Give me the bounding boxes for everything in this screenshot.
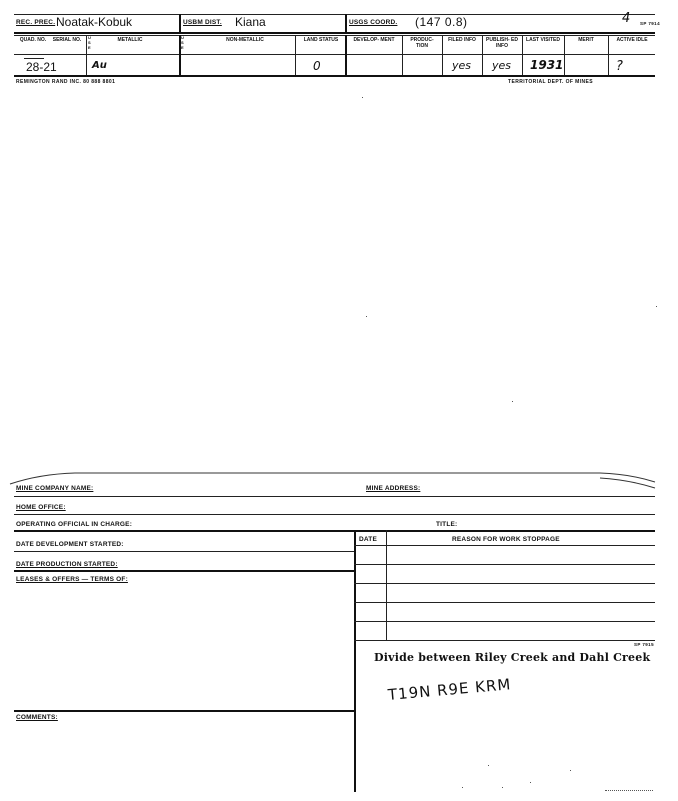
col-use-metallic-header: U S E — [88, 35, 91, 50]
rec-prec-value: Noatak-Kobuk — [56, 15, 133, 29]
published-info-value: yes — [492, 59, 512, 72]
home-office-label: HOME OFFICE: — [16, 504, 66, 511]
printer-note: REMINGTON RAND INC. 80 888 8801 — [16, 79, 116, 85]
usgs-coord-label: USGS COORD. — [349, 19, 398, 26]
col-serial-header: SERIAL NO. — [52, 37, 82, 43]
col-metallic-header: METALLIC — [117, 37, 143, 43]
col-production-header: PRODUC- TION — [410, 37, 434, 49]
usbm-dist-value: Kiana — [235, 15, 266, 29]
title-label: TITLE: — [436, 521, 458, 528]
metallic-value: Au — [92, 60, 107, 71]
rec-prec-label: REC. PREC. — [16, 19, 56, 26]
land-status-value: 0 — [313, 59, 321, 73]
card-top-edge — [0, 470, 678, 490]
col-quad-header: QUAD. NO. — [19, 37, 47, 43]
handwritten-location: T19N R9E KRM — [387, 675, 512, 704]
date-col-label: DATE — [359, 536, 378, 543]
col-land-status-header: LAND STATUS — [303, 37, 339, 43]
right-section-divider — [354, 530, 356, 792]
col-active-idle-header: ACTIVE IDLE — [616, 37, 648, 43]
top-form-number: SP 7914 — [640, 21, 660, 26]
leases-label: LEASES & OFFERS — TERMS OF: — [16, 576, 128, 583]
col-use-nonmetallic-header: U S E — [181, 35, 184, 50]
quad-serial-value: 28-21 — [26, 60, 57, 74]
operating-official-label: OPERATING OFFICIAL IN CHARGE: — [16, 521, 133, 528]
mine-address-label: MINE ADDRESS: — [366, 485, 421, 492]
date-production-label: DATE PRODUCTION STARTED: — [16, 561, 118, 568]
filed-info-value: yes — [452, 59, 472, 72]
col-development-header: DEVELOP- MENT — [353, 37, 395, 43]
usgs-coord-value: (147 0.8) — [415, 15, 468, 29]
col-filed-info-header: FILED INFO — [448, 37, 476, 43]
bottom-form-number: SP 7915 — [634, 642, 654, 647]
col-last-visited-header: LAST VISITED — [526, 37, 560, 43]
typed-location: Divide between Riley Creek and Dahl Creek — [374, 651, 651, 664]
date-development-label: DATE DEVELOPMENT STARTED: — [16, 541, 124, 548]
usbm-dist-label: USBM DIST. — [183, 19, 222, 26]
col-merit-header: MERIT — [578, 37, 594, 43]
col-published-info-header: PUBLISH- ED INFO — [486, 37, 518, 49]
last-visited-value: 1931 — [530, 58, 564, 72]
corner-mark: 4 — [622, 11, 631, 26]
reason-col-label: REASON FOR WORK STOPPAGE — [452, 536, 560, 543]
mine-company-label: MINE COMPANY NAME: — [16, 485, 94, 492]
col-nonmetallic-header: NON-METALLIC — [226, 37, 264, 43]
dept-note: TERRITORIAL DEPT. OF MINES — [508, 79, 593, 85]
comments-label: COMMENTS: — [16, 714, 58, 721]
active-idle-value: ? — [616, 59, 623, 74]
